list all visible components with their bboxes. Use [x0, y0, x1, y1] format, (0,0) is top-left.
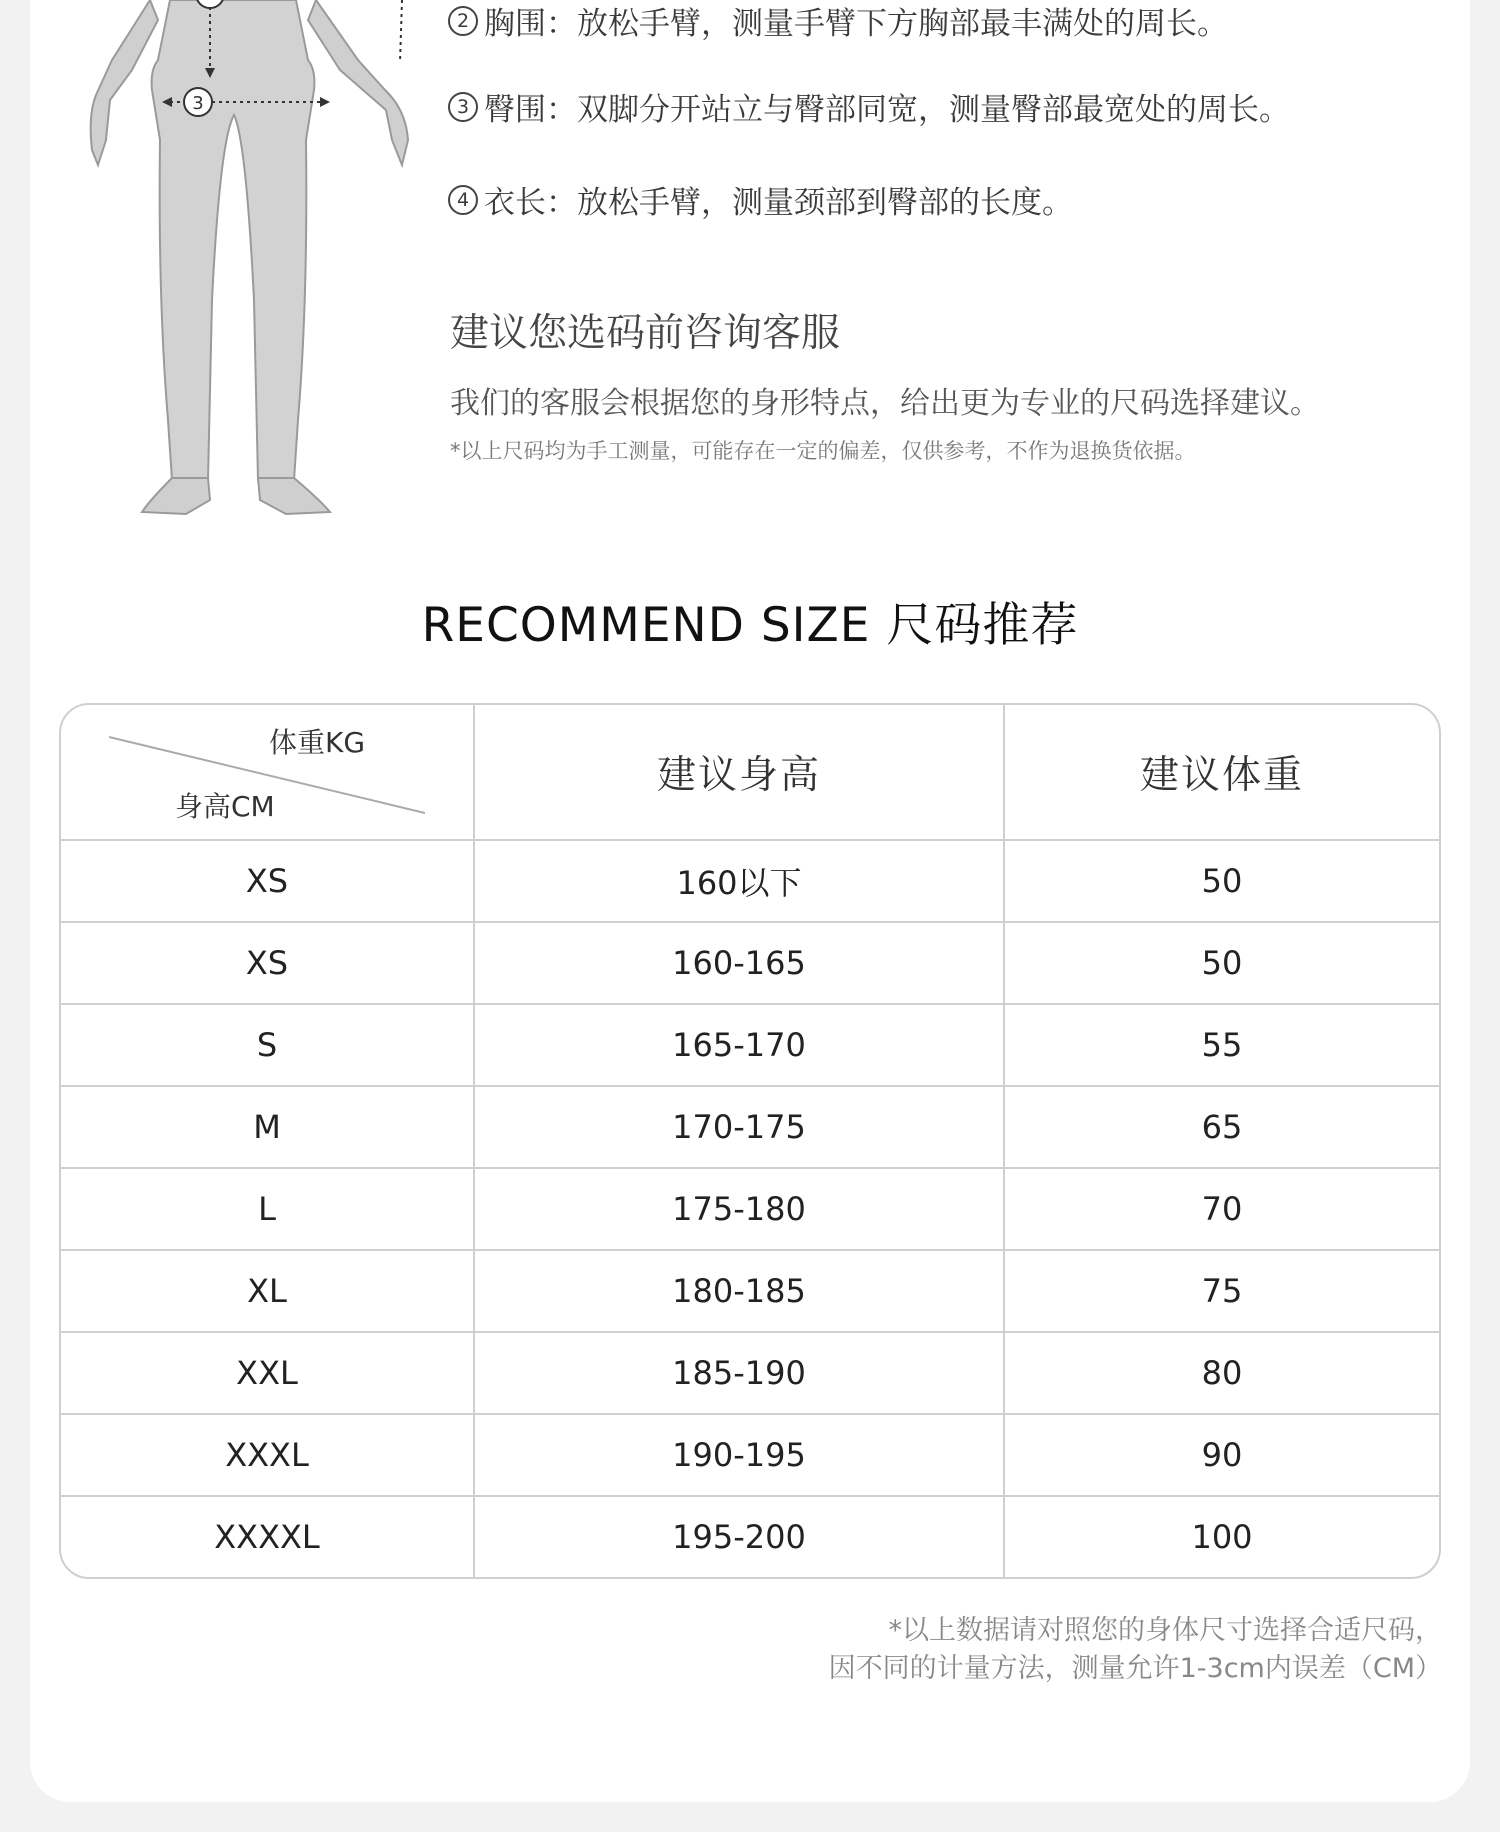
height-cell: 185-190 — [475, 1333, 1005, 1413]
weight-cell: 65 — [1201, 1108, 1243, 1146]
size-cell: S — [61, 1005, 475, 1085]
section-title: RECOMMEND SIZE 尺码推荐 — [421, 598, 1079, 653]
col-header-height: 建议身高 — [475, 705, 1005, 839]
corner-weight-label: 体重KG — [269, 726, 366, 759]
weight-cell: 75 — [1201, 1272, 1243, 1310]
weight-cell: 90 — [1201, 1436, 1243, 1474]
corner-height-label: 身高CM — [175, 790, 275, 823]
height-cell: 190-195 — [475, 1415, 1005, 1495]
height-cell: 170-175 — [475, 1087, 1005, 1167]
table-row — [61, 1167, 1439, 1249]
size-cell: XXL — [61, 1333, 475, 1413]
table-row — [61, 1495, 1439, 1577]
size-cell: XS — [61, 841, 475, 921]
weight-cell: 100 — [1191, 1518, 1253, 1556]
height-cell: 175-180 — [475, 1169, 1005, 1249]
measurement-item-length — [448, 177, 1073, 222]
number-3-icon: 3 — [448, 92, 478, 122]
size-table — [59, 703, 1441, 1579]
advice-title: 建议您选码前咨询客服 — [450, 311, 841, 356]
weight-cell: 80 — [1201, 1354, 1243, 1392]
footnote — [829, 1612, 1442, 1688]
size-cell: XXXL — [61, 1415, 475, 1495]
height-cell: 180-185 — [475, 1251, 1005, 1331]
measurement-text: 胸围：放松手臂，测量手臂下方胸部最丰满处的周长。 — [484, 6, 1228, 42]
height-cell: 160-165 — [475, 923, 1005, 1003]
table-row — [61, 839, 1439, 921]
number-2-icon: 2 — [448, 6, 478, 36]
height-cell: 195-200 — [475, 1497, 1005, 1577]
number-4-icon: 4 — [448, 185, 478, 215]
footnote-line-2: 因不同的计量方法，测量允许1-3cm内误差（CM） — [828, 1653, 1442, 1684]
size-cell: M — [61, 1087, 475, 1167]
table-row — [61, 921, 1439, 1003]
table-row — [61, 1249, 1439, 1331]
measurement-text: 衣长：放松手臂，测量颈部到臀部的长度。 — [484, 185, 1073, 221]
size-cell: L — [61, 1169, 475, 1249]
measurement-item-chest — [448, 0, 1228, 43]
body-figure-illustration — [40, 0, 440, 540]
measurement-text: 臀围：双脚分开站立与臀部同宽，测量臀部最宽处的周长。 — [484, 92, 1290, 128]
measurement-item-hip — [448, 84, 1290, 129]
size-cell: XS — [61, 923, 475, 1003]
col-header-weight: 建议体重 — [1139, 753, 1304, 798]
footnote-line-1: *以上数据请对照您的身体尺寸选择合适尺码， — [888, 1615, 1442, 1646]
table-row — [61, 1003, 1439, 1085]
size-cell: XXXXL — [61, 1497, 475, 1577]
height-cell: 165-170 — [475, 1005, 1005, 1085]
table-row — [61, 1413, 1439, 1495]
size-cell: XL — [61, 1251, 475, 1331]
table-row — [61, 1331, 1439, 1413]
advice-body: 我们的客服会根据您的身形特点，给出更为专业的尺码选择建议。 — [450, 386, 1320, 421]
table-row — [61, 1085, 1439, 1167]
weight-cell: 50 — [1201, 862, 1243, 900]
table-header-row — [61, 705, 1439, 839]
height-cell: 160以下 — [475, 841, 1005, 921]
advice-note: *以上尺码均为手工测量，可能存在一定的偏差，仅供参考，不作为退换货依据。 — [450, 439, 1196, 463]
figure-marker-3: 3 — [192, 93, 204, 114]
weight-cell: 55 — [1201, 1026, 1243, 1064]
corner-header-cell — [61, 705, 475, 839]
weight-cell: 70 — [1201, 1190, 1243, 1228]
weight-cell: 50 — [1201, 944, 1243, 982]
